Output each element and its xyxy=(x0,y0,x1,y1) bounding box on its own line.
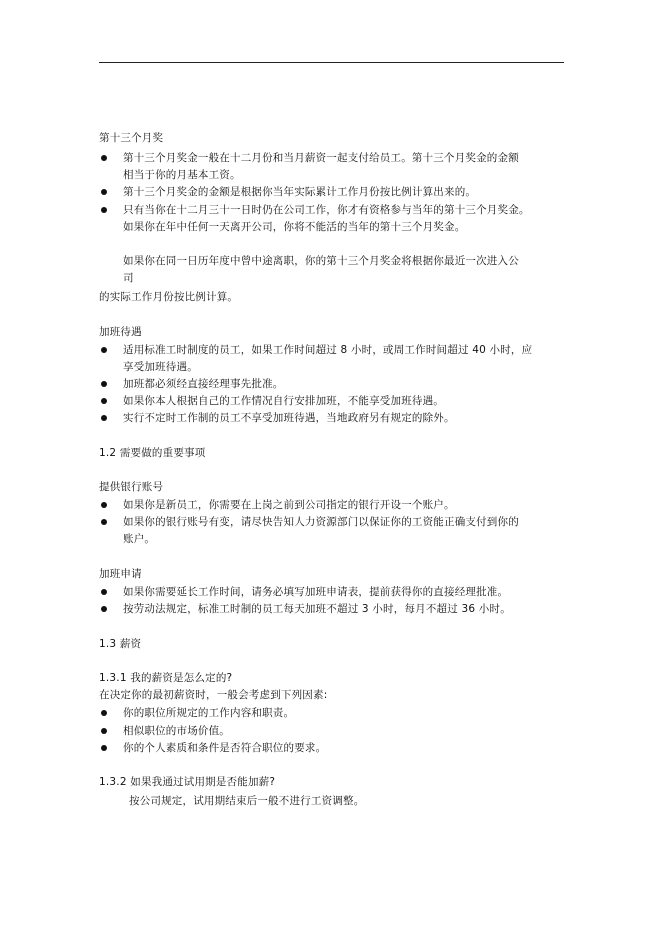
overtime-item-3: 如果你本人根据自己的工作情况自行安排加班，不能享受加班待遇。 xyxy=(123,395,444,407)
section-heading-1-2: 1.2 需要做的重要事项 xyxy=(99,447,206,459)
bank-item-2-line-1: 如果你的银行账号有变，请尽快告知人力资源部门以保证你的工资能正确支付到你的 xyxy=(123,516,519,528)
salary-factor-1: 你的职位所规定的工作内容和职责。 xyxy=(123,707,295,719)
bullet-icon xyxy=(101,415,107,421)
bonus-item-1-line-1: 第十三个月奖金一般在十二月份和当月薪资一起支付给员工。第十三个月奖金的金额 xyxy=(123,152,519,164)
bullet-icon xyxy=(101,502,107,508)
section-heading-1-3-2: 1.3.2 如果我通过试用期是否能加薪? xyxy=(99,776,276,788)
bonus-paragraph-line-3: 的实际工作月份按比例计算。 xyxy=(99,291,239,303)
bonus-item-1-line-2: 相当于你的月基本工资。 xyxy=(123,169,241,181)
section-heading-overtime-application: 加班申请 xyxy=(99,568,142,580)
overtime-item-4: 实行不定时工作制的员工不享受加班待遇，当地政府另有规定的除外。 xyxy=(123,412,455,424)
section-heading-1-3: 1.3 薪资 xyxy=(99,638,142,650)
bonus-paragraph-line-1: 如果你在同一日历年度中曾中途离职，你的第十三个月奖金将根据你最近一次进入公 xyxy=(123,255,519,267)
bullet-icon xyxy=(101,207,107,213)
overtime-item-2: 加班都必须经直接经理事先批准。 xyxy=(123,378,284,390)
bullet-icon xyxy=(101,589,107,595)
salary-factors-intro: 在决定你的最初薪资时，一般会考虑到下列因素: xyxy=(99,689,328,701)
salary-factor-2: 相似职位的市场价值。 xyxy=(123,725,230,737)
bonus-item-3-line-1: 只有当你在十二月三十一日时仍在公司工作，你才有资格参与当年的第十三个月奖金。 xyxy=(123,204,530,216)
header-rule xyxy=(99,62,564,63)
section-heading-bonus: 第十三个月奖 xyxy=(99,132,164,144)
bonus-item-2: 第十三个月奖金的金额是根据你当年实际累计工作月份按比例计算出来的。 xyxy=(123,186,477,198)
bullet-icon xyxy=(101,728,107,734)
section-heading-1-3-1: 1.3.1 我的薪资是怎么定的? xyxy=(99,672,233,684)
bullet-icon xyxy=(101,745,107,751)
overtime-item-1-line-1: 适用标准工时制度的员工，如果工作时间超过 8 小时，或周工作时间超过 40 小时，应 xyxy=(123,344,533,356)
section-heading-bank: 提供银行账号 xyxy=(99,481,164,493)
bullet-icon xyxy=(101,155,107,161)
otapply-item-1: 如果你需要延长工作时间，请务必填写加班申请表，提前获得你的直接经理批准。 xyxy=(123,586,509,598)
bonus-item-3-line-2: 如果你在年中任何一天离开公司，你将不能活的当年的第十三个月奖金。 xyxy=(123,221,466,233)
probation-raise-answer: 按公司规定，试用期结束后一般不进行工资调整。 xyxy=(129,795,365,807)
overtime-item-1-line-2: 享受加班待遇。 xyxy=(123,361,198,373)
salary-factor-3: 你的个人素质和条件是否符合职位的要求。 xyxy=(123,742,327,754)
bullet-icon xyxy=(101,398,107,404)
bullet-icon xyxy=(101,347,107,353)
bullet-icon xyxy=(101,519,107,525)
otapply-item-2: 按劳动法规定，标准工时制的员工每天加班不超过 3 小时，每月不超过 36 小时。 xyxy=(123,603,511,615)
bullet-icon xyxy=(101,710,107,716)
bank-item-1: 如果你是新员工，你需要在上岗之前到公司指定的银行开设一个账户。 xyxy=(123,499,455,511)
bank-item-2-line-2: 账户。 xyxy=(123,533,156,545)
bullet-icon xyxy=(101,381,107,387)
bullet-icon xyxy=(101,606,107,612)
section-heading-overtime: 加班待遇 xyxy=(99,326,142,338)
bullet-icon xyxy=(101,189,107,195)
bonus-paragraph-line-2: 司 xyxy=(123,272,134,284)
